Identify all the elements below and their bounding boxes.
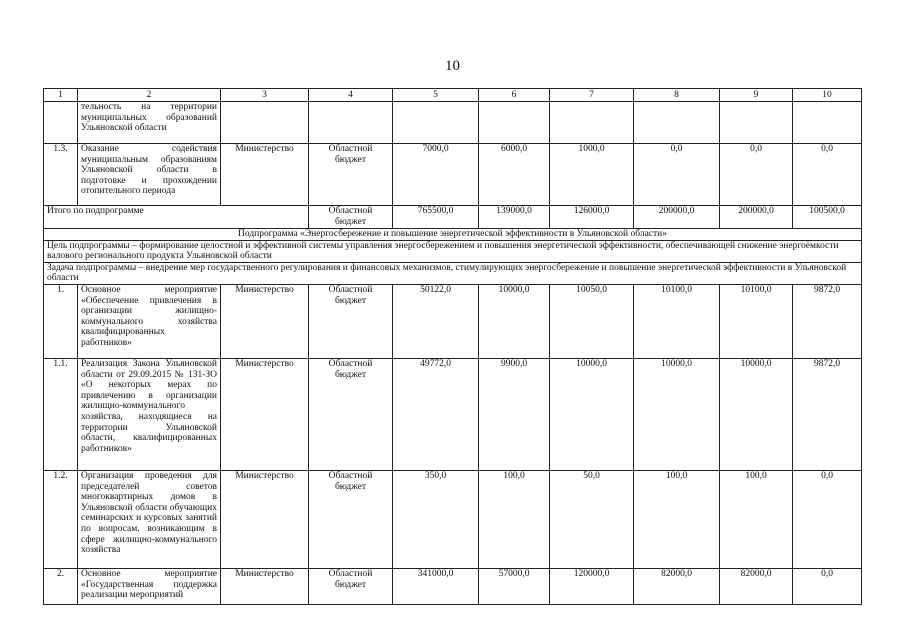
subprogram-row xyxy=(44,229,862,241)
amount-cell: 82000,0 xyxy=(634,568,720,604)
amount-cell: 82000,0 xyxy=(720,568,793,604)
column-number-row xyxy=(44,89,862,102)
amount-cell: 50122,0 xyxy=(393,284,479,358)
table-row xyxy=(44,568,862,604)
amount-cell: 6000,0 xyxy=(479,144,550,206)
amount-cell: 57000,0 xyxy=(479,568,550,604)
amount-cell: 100,0 xyxy=(634,470,720,568)
row-index: 2. xyxy=(44,568,78,604)
amount-cell: 9872,0 xyxy=(793,284,862,358)
page-number: 10 xyxy=(445,58,460,74)
col-header: 6 xyxy=(479,89,550,102)
amount-cell: 10050,0 xyxy=(550,284,634,358)
executor: Министерство xyxy=(221,144,309,206)
total-label: Итого по подпрограмме xyxy=(44,206,309,229)
col-header: 10 xyxy=(793,89,862,102)
subprogram-task: Задача подпрограммы – внедрение мер государственного регулирования и финансовых механизмов, стимулирующих энергосбережение и повышение энергетической эффективности в Ульяновской области xyxy=(44,262,862,284)
amount-cell: 49772,0 xyxy=(393,358,479,470)
subprogram-goal: Цель подпрограммы – формирование целостной и эффективной системы управления энергосбережением и повышения энергетической эффективности, обеспечивающей снижение энергоёмкости валового регионального продукта Ульяновской области xyxy=(44,240,862,262)
row-index: 1.2. xyxy=(44,470,78,568)
amount-cell: 0,0 xyxy=(793,144,862,206)
col-header: 8 xyxy=(634,89,720,102)
executor: Министерство xyxy=(221,470,309,568)
col-header: 5 xyxy=(393,89,479,102)
table-row xyxy=(44,284,862,358)
col-header: 1 xyxy=(44,89,78,102)
table-row xyxy=(44,144,862,206)
amount-cell: 0,0 xyxy=(720,144,793,206)
budget-table xyxy=(43,88,862,605)
goal-row xyxy=(44,240,862,262)
col-header: 3 xyxy=(221,89,309,102)
amount-cell: 100500,0 xyxy=(793,206,862,229)
amount-cell: 0,0 xyxy=(793,568,862,604)
amount-cell: 10000,0 xyxy=(634,358,720,470)
row-index: 1. xyxy=(44,284,78,358)
amount-cell: 0,0 xyxy=(634,144,720,206)
funding-source: Областной бюджет xyxy=(309,358,393,470)
amount-cell: 9872,0 xyxy=(793,358,862,470)
funding-source: Областной бюджет xyxy=(309,144,393,206)
executor: Министерство xyxy=(221,284,309,358)
activity-name: Основное мероприятие «Государственная поддержка реализации мероприятий xyxy=(78,568,221,604)
amount-cell: 0,0 xyxy=(793,470,862,568)
amount-cell: 10100,0 xyxy=(720,284,793,358)
row-index: 1.1. xyxy=(44,358,78,470)
amount-cell: 350,0 xyxy=(393,470,479,568)
activity-name: Оказание содействия муниципальным образованиям Ульяновской области в подготовке и прохождении отопительного периода xyxy=(78,144,221,206)
total-row xyxy=(44,206,862,229)
amount-cell: 10100,0 xyxy=(634,284,720,358)
executor: Министерство xyxy=(221,568,309,604)
amount-cell: 341000,0 xyxy=(393,568,479,604)
activity-name: тельность на территории муниципальных образований Ульяновской области xyxy=(78,102,221,144)
funding-source: Областной бюджет xyxy=(309,470,393,568)
activity-name: Организация проведения для председателей советов многоквартирных домов в Ульяновской области обучающих семинарских и курсовых занятий по вопросам, возникающим в сфере жилищно-коммунального хозяйства xyxy=(78,470,221,568)
col-header: 9 xyxy=(720,89,793,102)
table-row xyxy=(44,358,862,470)
amount-cell: 1000,0 xyxy=(550,144,634,206)
amount-cell: 100,0 xyxy=(720,470,793,568)
funding-source: Областной бюджет xyxy=(309,284,393,358)
amount-cell: 10000,0 xyxy=(550,358,634,470)
amount-cell: 126000,0 xyxy=(550,206,634,229)
amount-cell: 765500,0 xyxy=(393,206,479,229)
subprogram-title: Подпрограмма «Энергосбережение и повышение энергетической эффективности в Ульяновской области» xyxy=(44,229,862,241)
amount-cell: 50,0 xyxy=(550,470,634,568)
amount-cell: 200000,0 xyxy=(720,206,793,229)
row-index: 1.3. xyxy=(44,144,78,206)
funding-source: Областной бюджет xyxy=(309,206,393,229)
table-row xyxy=(44,470,862,568)
col-header: 7 xyxy=(550,89,634,102)
amount-cell: 10000,0 xyxy=(479,284,550,358)
col-header: 2 xyxy=(78,89,221,102)
amount-cell: 120000,0 xyxy=(550,568,634,604)
task-row xyxy=(44,262,862,284)
table-row xyxy=(44,102,862,144)
amount-cell: 139000,0 xyxy=(479,206,550,229)
funding-source: Областной бюджет xyxy=(309,568,393,604)
amount-cell: 200000,0 xyxy=(634,206,720,229)
executor: Министерство xyxy=(221,358,309,470)
amount-cell: 10000,0 xyxy=(720,358,793,470)
col-header: 4 xyxy=(309,89,393,102)
activity-name: Реализация Закона Ульяновской области от 29.09.2015 № 131-ЗО «О некоторых мерах по привлечению в организации жилищно-коммунального хозяйства, находящиеся на территории Ульяновской области, квалифицированных работников» xyxy=(78,358,221,470)
amount-cell: 7000,0 xyxy=(393,144,479,206)
activity-name: Основное мероприятие «Обеспечение привлечения в организации жилищно-коммунального хозяйства квалифицированных работников» xyxy=(78,284,221,358)
amount-cell: 9900,0 xyxy=(479,358,550,470)
amount-cell: 100,0 xyxy=(479,470,550,568)
